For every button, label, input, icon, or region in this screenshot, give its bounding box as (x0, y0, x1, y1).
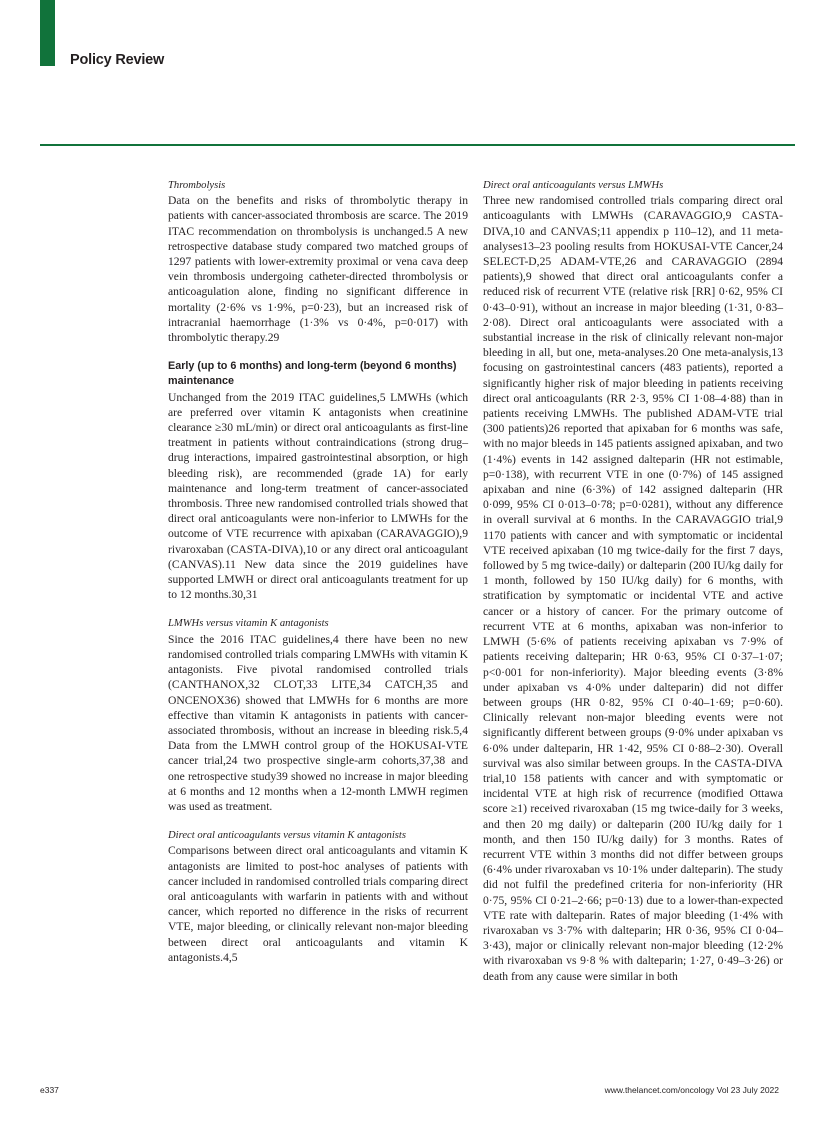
doac-lmwh-paragraph: Three new randomised controlled trials comparing direct oral anticoagulants with LMWHs (CARAVAGGIO,9 CASTA-DIVA,10 and CANVAS;11 appendix p 110–12), and 11 meta-analyses13–23 pooling results from HOKUSAI-VTE Cancer,24 SELECT-D,25 ADAM-VTE,26 and CARAVAGGIO (2894 patients),9 showed that direct oral anticoagulants confer a reduced risk of recurrent VTE (relative risk [RR] 0·62, 95% CI 0·43–0·91), without an increase in major bleeding (1·31, 0·83–2·08). Direct oral anticoagulants were associated with a substantial increase in the risk of clinically relevant non-major bleeding in all, but one, meta-analyses.20 One meta-analysis,13 focusing on gastrointestinal cancers (483 patients), reported a significantly higher risk of major bleeding in patients receiving direct oral anticoagulants (RR 2·3, 95% CI 1·08–4·88) than in patients receiving LMWHs. The published ADAM-VTE trial (300 patients)26 reported that apixaban for 6 months was safe, with no major bleeds in 145 patients assigned apixaban, and two (1·4%) events in 142 assigned dalteparin (HR not estimable, p=0·138), with recurrent VTE in one (0·7%) of 145 assigned apixaban and nine (6·3%) of 142 assigned dalteparin (HR 0·099, 95% CI 0·013–0·78; p=0·0281), without any difference in overall survival at 6 months. In the CARAVAGGIO trial,9 1170 patients with cancer and with symptomatic or incidental VTE received apixaban (10 mg twice-daily for the first 7 days, followed by 5 mg twice-daily) or dalteparin (200 IU/kg daily for 1 month, followed by 150 IU/kg daily) for 6 months, with stratification by symptomatic or incidental VTE and active cancer or a history of cancer. For the primary outcome of recurrent VTE at 6 months, apixaban was non-inferior to LMWH (5·6% of patients receiving apixaban vs 7·9% of patients receiving dalteparin; HR 0·63, 95% CI 0·37–1·07; p<0·001 for non-inferiority). Major bleeding events (3·8% under apixaban vs 4·0% under dalteparin) did not differ between groups (HR 0·82, 95% CI 0·40–1·69; p=0·60). Clinically relevant non-major bleeding events were not significantly different between groups (9·0% under apixaban vs 6·0% under dalteparin, HR 1·42, 95% CI 0·88–2·30). Overall survival was also similar between groups. In the CASTA-DIVA trial,10 158 patients with cancer and with symptomatic or incidental VTE at high risk of recurrence (modified Ottawa score ≥1) received rivaroxaban (15 mg twice-daily for 3 weeks, and then 20 mg daily) or dalteparin (200 IU/kg daily for 1 month, and then 150 IU/kg daily) for 3 months. Rates of recurrent VTE within 3 months did not differ between groups (6·4% under rivaroxaban vs 10·1% under dalteparin). The study did not fulfil the predefined criteria for non-inferiority (HR 0·75, 95% CI 0·21–2·66; p=0·13) due to a lower-than-expected VTE rate with dalteparin. Rates of major bleeding (1·4% with rivaroxaban vs 3·7% with dalteparin; HR 0·36, 95% CI 0·04–3·43), major or clinically relevant non-major bleeding (12·2% with rivaroxaban vs 9·8 % with dalteparin; 1·27, 0·49–3·26) or death from any cause were similar in both (483, 194, 783, 983)
doac-lmwh-heading: Direct oral anticoagulants versus LMWHs (483, 180, 664, 191)
maintenance-heading: Early (up to 6 months) and long-term (beyond 6 months) maintenance (168, 360, 457, 388)
section-label: Policy Review (70, 52, 165, 68)
lmwh-vka-heading: LMWHs versus vitamin K antagonists (168, 618, 329, 630)
left-column (168, 178, 468, 965)
doac-vka-paragraph: Comparisons between direct oral anticoagulants and vitamin K antagonists are limited to post-hoc analyses of patients with cancer included in randomised controlled trials comparing direct oral anticoagulants with warfarin in patients with and without cancer, which reported no difference in the risks of recurrent VTE, major bleeding, or clinically relevant non-major bleeding between direct oral anticoagulants and vitamin K antagonists.4,5 (168, 844, 468, 964)
page-number: e337 (40, 1085, 59, 1095)
thrombolysis-heading: Thrombolysis (168, 180, 226, 191)
doac-vka-heading: Direct oral anticoagulants versus vitamin K antagonists (168, 830, 406, 842)
right-column (483, 178, 783, 984)
thrombolysis-paragraph: Data on the benefits and risks of thrombolytic therapy in patients with cancer-associated thrombosis are scarce. The 2019 ITAC recommendation on thrombolysis is unchanged.5 A new retrospective database study compared two matched groups of 1297 patients with lower-extremity proximal or vena cava deep vein thrombosis undergoing catheter-directed thrombolysis or anticoagulation alone, finding no significant difference in mortality (2·6% vs 1·9%, p=0·23), but an increased risk of intracranial haemorrhage (1·3% vs 0·4%, p=0·017) with thrombolytic therapy.29 (168, 194, 468, 345)
journal-footer: www.thelancet.com/oncology Vol 23 July 2022 (604, 1085, 779, 1095)
maintenance-paragraph: Unchanged from the 2019 ITAC guidelines,5 LMWHs (which are preferred over vitamin K antagonists when creatinine clearance ≥30 mL/min) or direct oral anticoagulants as first-line treatment in patients without contraindications (strong drug–drug interactions, impaired gastrointestinal absorption, or high bleeding risk), are recommended (grade 1A) for early maintenance and long-term treatment of cancer-associated thrombosis. Three new randomised controlled trials showed that direct oral anticoagulants were non-inferior to LMWHs for the outcome of VTE recurrence with apixaban (CARAVAGGIO),9 rivaroxaban (CASTA-DIVA),10 or any direct oral anticoagulant (CANVAS).11 New data since the 2019 guidelines have supported LMWH or direct oral anticoagulants treatment for up to 12 months.30,31 (168, 390, 468, 602)
lmwh-vka-paragraph: Since the 2016 ITAC guidelines,4 there have been no new randomised controlled trials comparing LMWHs with vitamin K antagonists. Five pivotal randomised controlled trials (CANTHANOX,32 CLOT,33 LITE,34 CATCH,35 and ONCENOX36) showed that LMWHs for 6 months are more effective than vitamin K antagonists in patients with cancer-associated thrombosis, without an increase in bleeding risk.5,4 Data from the LMWH control group of the HOKUSAI-VTE cancer trial,24 two prospective single-arm cohorts,37,38 and one retrospective study39 showed no increase in major bleeding at 6 months and 12 months when a 12-month LMWH regimen was used as treatment. (168, 632, 468, 813)
section-color-bar (40, 0, 55, 66)
header-rule (40, 144, 795, 146)
